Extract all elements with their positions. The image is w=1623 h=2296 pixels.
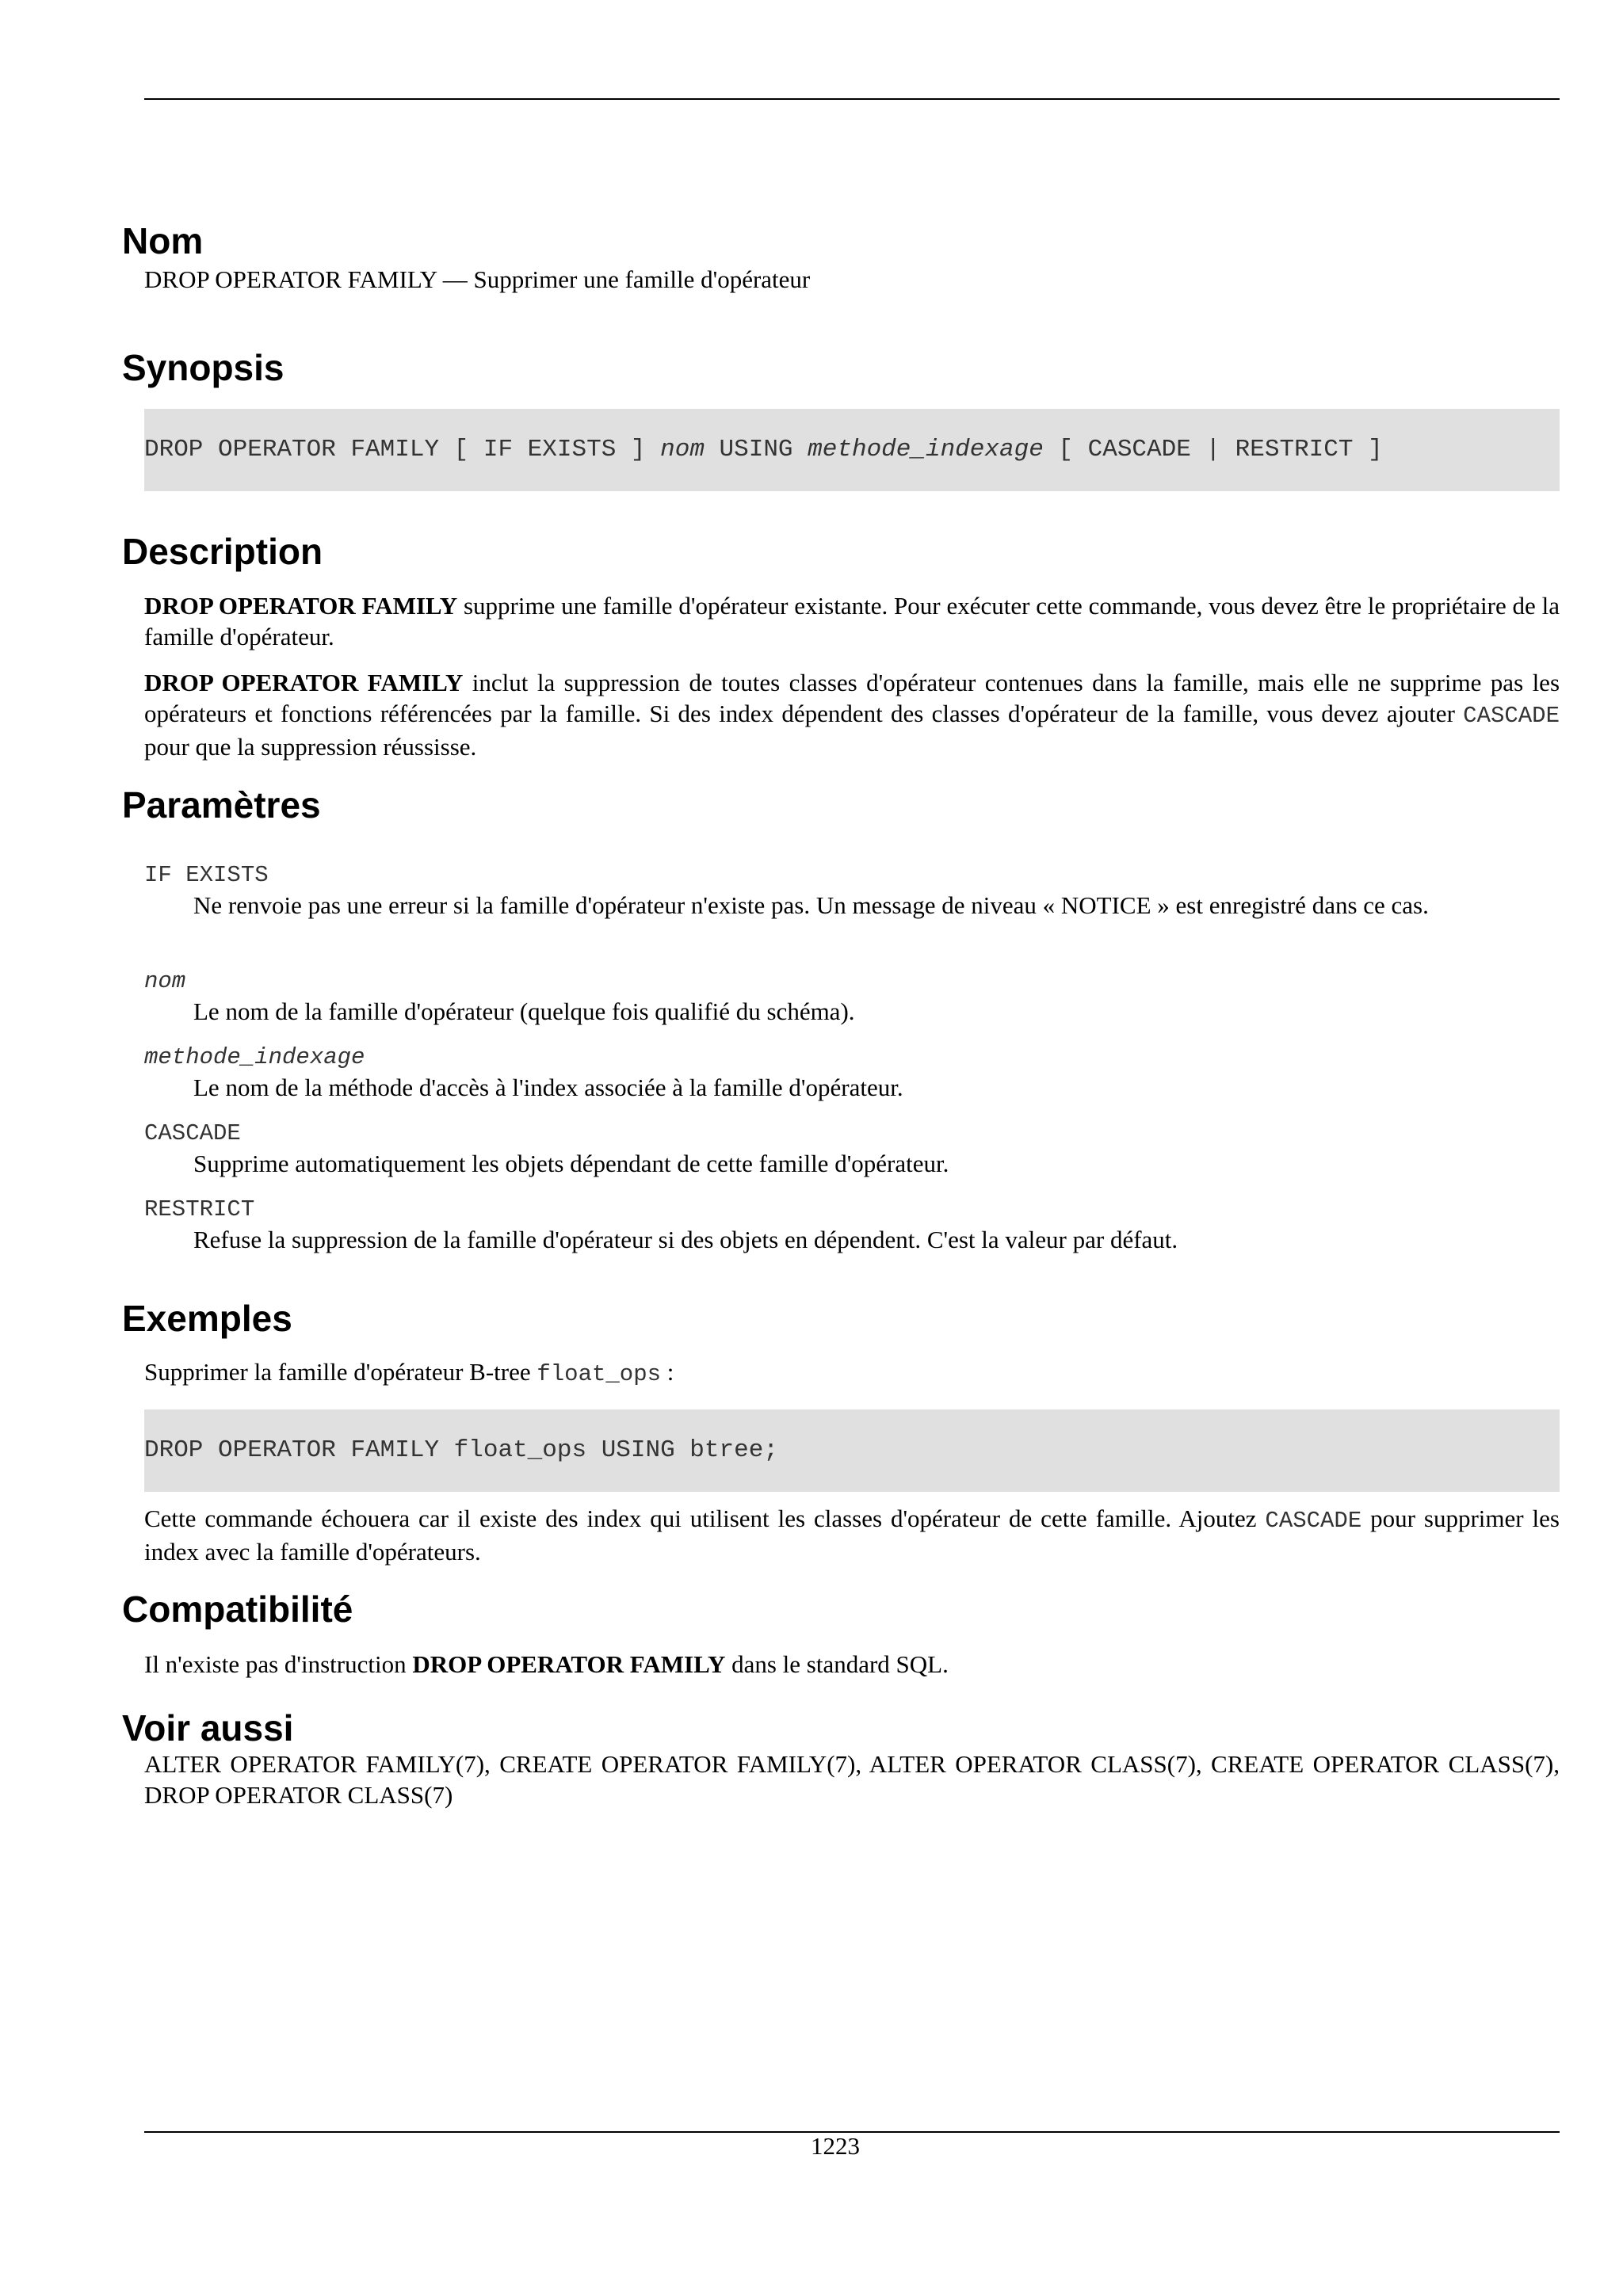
paragraph-text: : [661, 1358, 674, 1386]
synopsis-code-part: USING [704, 436, 808, 463]
section-heading-synopsis: Synopsis [122, 347, 285, 388]
inline-code: CASCADE [1463, 703, 1560, 729]
inline-code: float_ops [537, 1361, 662, 1387]
synopsis-code-methode: methode_indexage [808, 436, 1044, 463]
header-rule [144, 98, 1560, 100]
section-heading-compatibilite: Compatibilité [122, 1589, 353, 1630]
paragraph-text: pour que la suppression réussisse. [144, 733, 477, 761]
exemples-explanation [144, 1503, 1560, 1567]
command-name: DROP OPERATOR FAMILY [144, 592, 458, 620]
synopsis-code-block [144, 409, 1560, 491]
command-name: DROP OPERATOR FAMILY [412, 1650, 726, 1678]
paragraph-text: Supprimer la famille d'opérateur B-tree [144, 1358, 537, 1386]
param-term: RESTRICT [144, 1196, 255, 1222]
section-heading-voir-aussi: Voir aussi [122, 1707, 294, 1749]
description-paragraph-1 [144, 590, 1560, 652]
section-heading-exemples: Exemples [122, 1298, 292, 1339]
section-heading-description: Description [122, 531, 323, 572]
param-definition: Le nom de la famille d'opérateur (quelque fois qualifié du schéma). [193, 997, 855, 1025]
param-term: nom [144, 968, 186, 994]
description-paragraph-2 [144, 667, 1560, 762]
param-definition: Ne renvoie pas une erreur si la famille d'opérateur n'existe pas. Un message de niveau « NOTICE » est enregistré dans ce cas. [193, 891, 1429, 919]
example-code-block: DROP OPERATOR FAMILY float_ops USING btree; [144, 1409, 1560, 1492]
param-term: CASCADE [144, 1120, 241, 1146]
param-definition: Refuse la suppression de la famille d'opérateur si des objets en dépendent. C'est la valeur par défaut. [193, 1226, 1178, 1253]
param-term: IF EXISTS [144, 862, 269, 888]
paragraph-text: Il n'existe pas d'instruction [144, 1650, 413, 1678]
paragraph-text: dans le standard SQL. [725, 1650, 949, 1678]
paragraph-text: supprime une famille d'opérateur existante. Pour exécuter cette commande, vous devez être le propriétaire de la famille d'opérateur. [144, 592, 1560, 650]
param-definition: Le nom de la méthode d'accès à l'index associée à la famille d'opérateur. [193, 1074, 903, 1101]
param-term: methode_indexage [144, 1044, 365, 1070]
inline-code: CASCADE [1265, 1508, 1362, 1534]
synopsis-code-part: [ CASCADE | RESTRICT ] [1043, 436, 1383, 463]
paragraph-text: pour supprimer les index avec la famille d'opérateurs. [144, 1505, 1560, 1566]
exemples-intro [144, 1356, 1560, 1390]
synopsis-code-nom: nom [660, 436, 705, 463]
voir-aussi-links: ALTER OPERATOR FAMILY(7), CREATE OPERATOR FAMILY(7), ALTER OPERATOR CLASS(7), CREATE OPERATOR CLASS(7), DROP OPERATOR CLASS(7) [144, 1750, 1560, 1809]
page-number: 1223 [811, 2132, 860, 2160]
compatibilite-text [144, 1649, 1560, 1680]
param-definition: Supprime automatiquement les objets dépendant de cette famille d'opérateur. [193, 1150, 949, 1177]
paragraph-text: Cette commande échouera car il existe des index qui utilisent les classes d'opérateur de cette famille. Ajoutez [144, 1505, 1266, 1532]
nom-text: DROP OPERATOR FAMILY — Supprimer une famille d'opérateur [144, 265, 811, 293]
section-heading-nom: Nom [122, 220, 204, 261]
paragraph-text: inclut la suppression de toutes classes d'opérateur contenues dans la famille, mais elle ne supprime pas les opérateurs et fonctions référencées par la famille. Si des index dépendent des classes d'opérateur de la famille, vous devez ajouter [144, 669, 1560, 727]
section-heading-parametres: Paramètres [122, 784, 321, 826]
synopsis-code-part: DROP OPERATOR FAMILY [ IF EXISTS ] [144, 436, 661, 463]
command-name: DROP OPERATOR FAMILY [144, 669, 464, 696]
